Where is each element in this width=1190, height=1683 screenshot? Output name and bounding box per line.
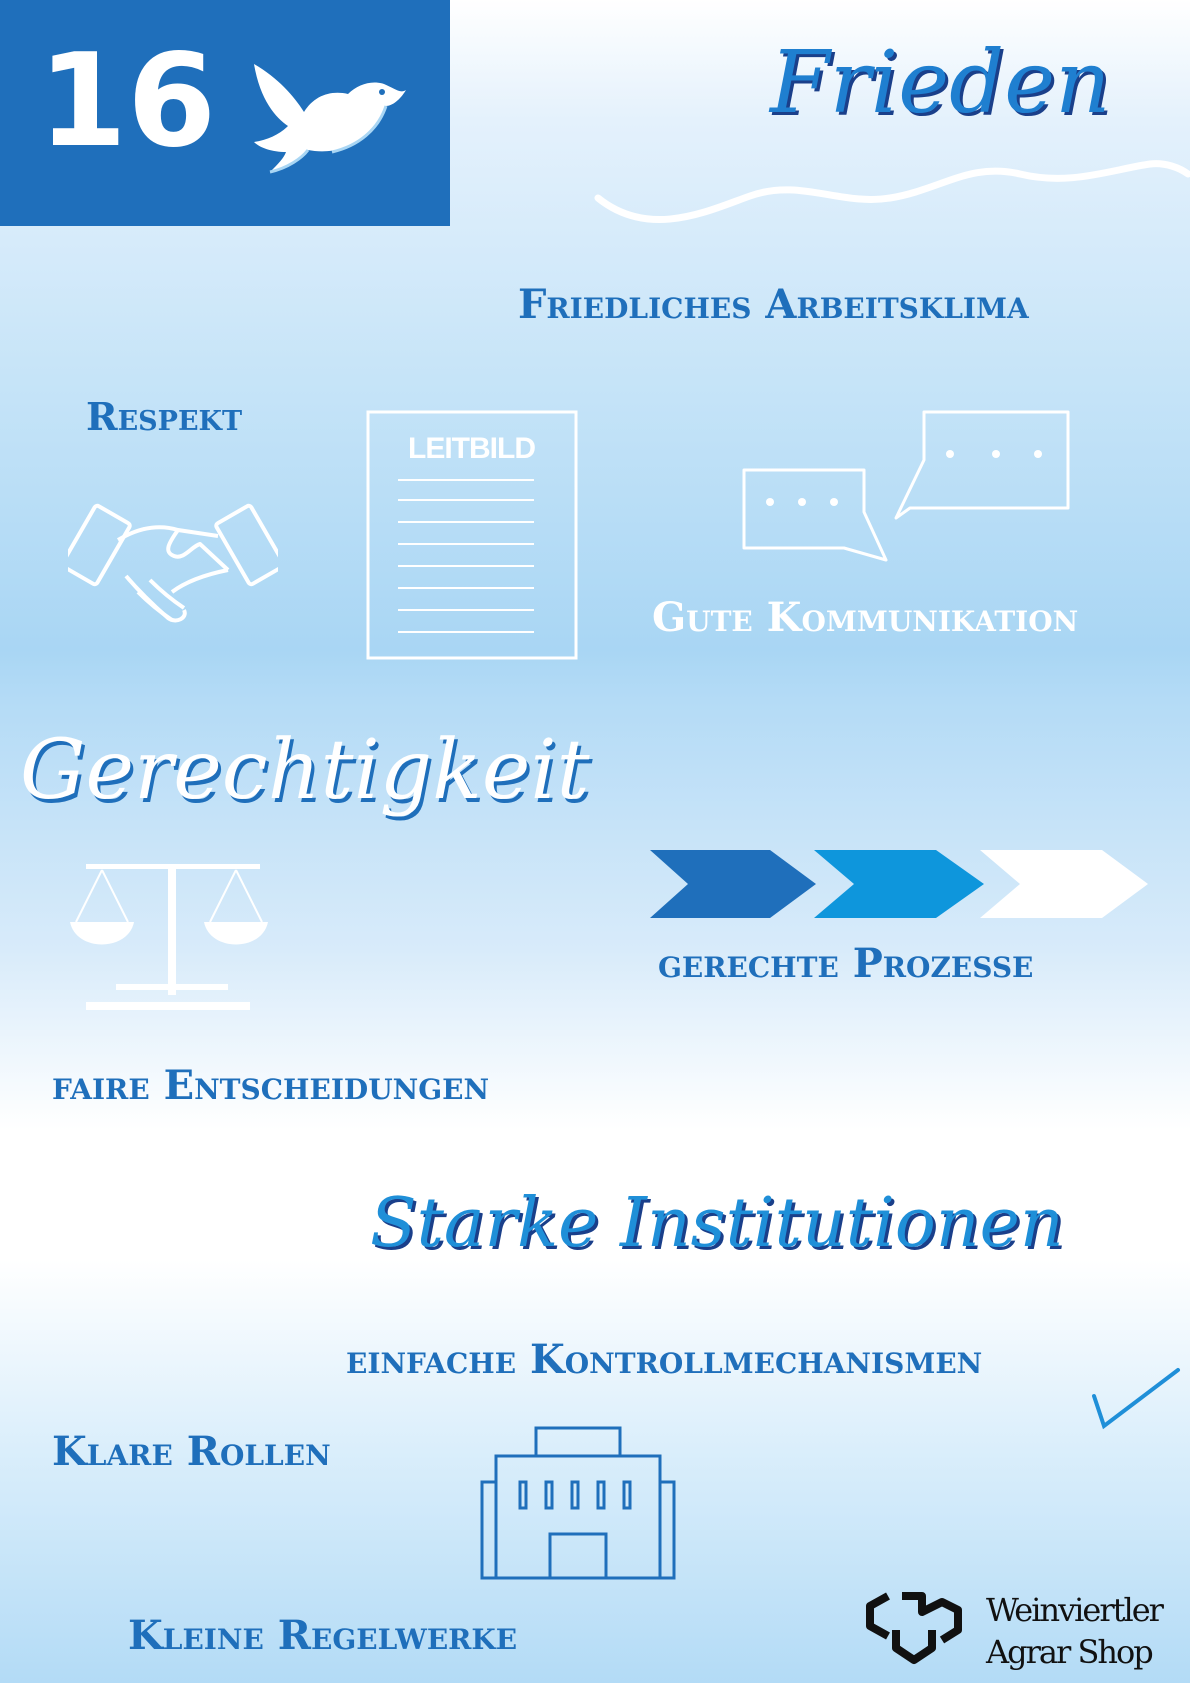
dove-icon	[248, 60, 408, 175]
section-title-institutionen: Starke Institutionen	[370, 1184, 1064, 1263]
label-prozesse: gerechte Prozesse	[658, 940, 1034, 987]
label-kontrollmechanismen: einfache Kontrollmechanismen	[346, 1336, 983, 1383]
process-arrows-icon	[650, 848, 1150, 920]
label-leitbild: LEITBILD	[408, 432, 535, 465]
section-title-frieden: Frieden	[770, 33, 1111, 133]
label-arbeitsklima: Friedliches Arbeitsklima	[518, 281, 1029, 328]
logo-line1: Weinviertler	[986, 1591, 1162, 1629]
sdg-goal-box	[0, 0, 450, 226]
logo-line2: Agrar Shop	[986, 1633, 1152, 1671]
speech-bubbles-icon	[740, 408, 1070, 568]
label-regelwerke: Kleine Regelwerke	[128, 1612, 518, 1659]
sdg-number: 16	[38, 27, 217, 176]
logo-mark-icon	[858, 1590, 968, 1670]
label-kommunikation: Gute Kommunikation	[652, 594, 1079, 641]
scales-icon	[68, 862, 278, 1012]
building-icon	[480, 1424, 676, 1580]
wave-decoration	[590, 150, 1190, 230]
handshake-icon	[68, 500, 278, 630]
label-rollen: Klare Rollen	[52, 1428, 331, 1475]
section-title-gerechtigkeit: Gerechtigkeit	[20, 723, 590, 818]
label-respekt: Respekt	[86, 394, 243, 439]
label-entscheidungen: faire Entscheidungen	[52, 1062, 490, 1109]
checkmark-icon	[1090, 1366, 1182, 1432]
